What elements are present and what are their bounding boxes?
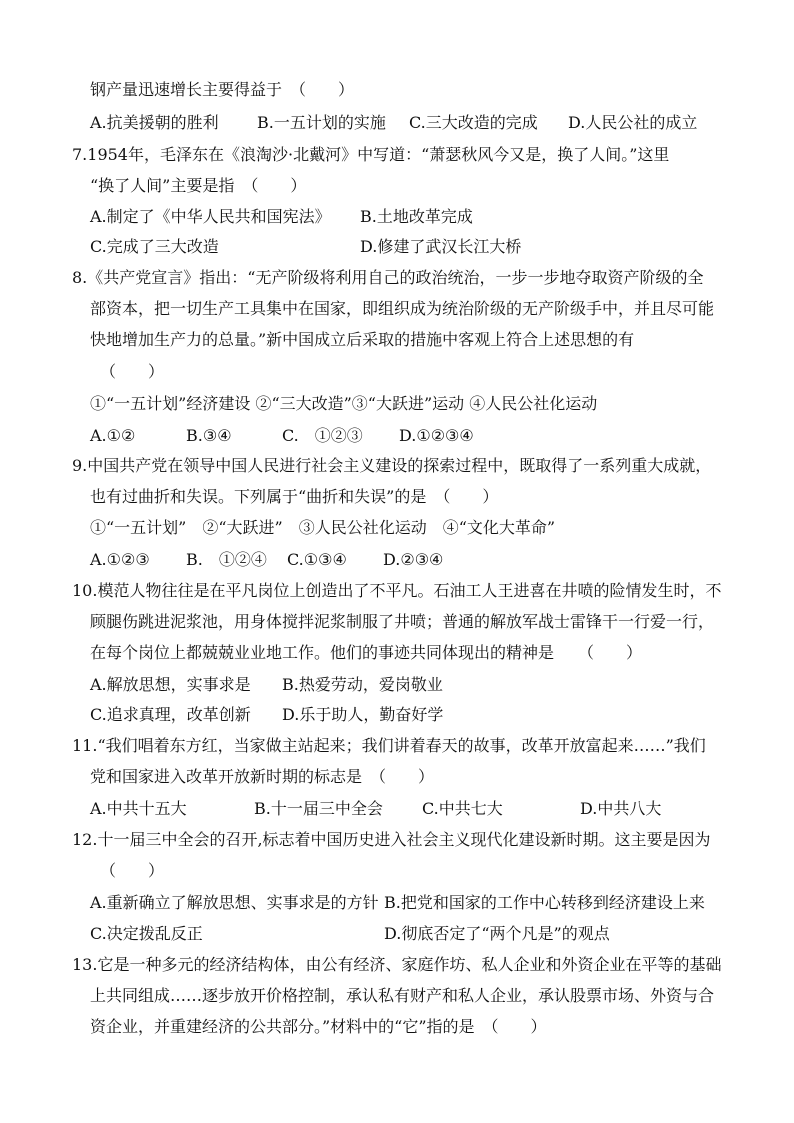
q6-option-a: A.抗美援朝的胜利: [90, 113, 219, 132]
q10-option-a: A.解放思想，实事求是: [90, 675, 251, 694]
q7-option-d: D.修建了武汉长江大桥: [360, 237, 522, 256]
q7-option-c: C.完成了三大改造: [90, 237, 219, 256]
q7-option-b: B.土地改革完成: [360, 207, 473, 226]
q8-items: ①“一五计划”经济建设 ②“三大改造”③“大跃进”运动 ④人民公社化运动: [90, 394, 598, 413]
q8-stem-line-2: 部资本，把一切生产工具集中在国家，即组织成为统治阶级的无产阶级手中，并且尽可能: [90, 299, 715, 318]
q10-stem-line-2: 顾腿伤跳进泥浆池，用身体搅拌泥浆制服了井喷；普通的解放军战士雷锋干一行爱一行，: [90, 612, 715, 631]
q10-option-d: D.乐于助人，勤奋好学: [282, 705, 444, 724]
q9-option-b: B. ①②④: [186, 550, 267, 569]
q11-option-d: D.中共八大: [580, 799, 662, 818]
q9-option-c: C.①③④: [287, 550, 347, 569]
q13-stem-line-3: 资企业，并重建经济的公共部分。”材料中的“它”指的是 （ ）: [90, 1017, 547, 1036]
q12-answer-blank: （ ）: [100, 861, 165, 880]
q8-option-a: A.①②: [90, 426, 136, 445]
q8-stem-line-1: 8.《共产党宣言》指出：“无产阶级将利用自己的政治统治，一步一步地夺取资产阶级的全: [72, 268, 704, 287]
q7-stem-line-1: 7.1954年，毛泽东在《浪淘沙·北戴河》中写道：“萧瑟秋风今又是，换了人间。”这里: [72, 145, 670, 164]
q10-option-b: B.热爱劳动，爱岗敬业: [282, 675, 443, 694]
q9-stem-line-1: 9.中国共产党在领导中国人民进行社会主义建设的探索过程中，既取得了一系列重大成就，: [72, 456, 712, 475]
q11-option-c: C.中共七大: [422, 799, 503, 818]
q7-stem-line-2: “换了人间”主要是指 （ ）: [90, 176, 307, 195]
q11-stem-line-2: 党和国家进入改革开放新时期的标志是 （ ）: [90, 767, 435, 786]
q10-stem-line-3: 在每个岗位上都兢兢业业地工作。他们的事迹共同体现出的精神是 （ ）: [90, 643, 643, 662]
q9-option-a: A.①②③: [90, 550, 150, 569]
q9-option-d: D.②③④: [383, 550, 444, 569]
q6-option-b: B.一五计划的实施: [257, 113, 386, 132]
q7-option-a: A.制定了《中华人民共和国宪法》: [90, 207, 331, 226]
q11-option-a: A.中共十五大: [90, 799, 187, 818]
q10-stem-line-1: 10.模范人物往往是在平凡岗位上创造出了不平凡。石油工人王进喜在井喷的险情发生时，不: [72, 581, 722, 600]
q11-stem-line-1: 11.“我们唱着东方红，当家做主站起来；我们讲着春天的故事，改革开放富起来……”我们: [72, 736, 706, 755]
q12-stem-line-1: 12.十一届三中全会的召开,标志着中国历史进入社会主义现代化建设新时期。这主要是因为: [72, 830, 711, 849]
q9-items: ①“一五计划” ②“大跃进” ③人民公社化运动 ④“文化大革命”: [90, 518, 556, 537]
q12-option-a: A.重新确立了解放思想、实事求是的方针: [90, 893, 379, 912]
q12-option-b: B.把党和国家的工作中心转移到经济建设上来: [384, 893, 705, 912]
q8-option-d: D.①②③④: [399, 426, 474, 445]
q6-option-d: D.人民公社的成立: [568, 113, 698, 132]
q9-stem-line-2: 也有过曲折和失误。下列属于“曲折和失误”的是 （ ）: [90, 487, 499, 506]
q6-option-c: C.三大改造的完成: [409, 113, 538, 132]
q6-stem: 钢产量迅速增长主要得益于 （ ）: [90, 80, 355, 99]
q13-stem-line-1: 13.它是一种多元的经济结构体，由公有经济、家庭作坊、私人企业和外资企业在平等的基础: [72, 955, 722, 974]
q10-option-c: C.追求真理，改革创新: [90, 705, 251, 724]
q8-stem-line-3: 快地增加生产力的总量。”新中国成立后采取的措施中客观上符合上述思想的有: [90, 330, 635, 349]
q13-stem-line-2: 上共同组成……逐步放开价格控制，承认私有财产和私人企业，承认股票市场、外资与合: [90, 986, 715, 1005]
q8-option-b: B.③④: [186, 426, 232, 445]
q11-option-b: B.十一届三中全会: [254, 799, 383, 818]
q8-option-c: C. ①②③: [282, 426, 363, 445]
q8-answer-blank: （ ）: [100, 362, 165, 381]
q12-option-c: C.决定拨乱反正: [90, 924, 203, 943]
q12-option-d: D.彻底否定了“两个凡是”的观点: [384, 924, 610, 943]
